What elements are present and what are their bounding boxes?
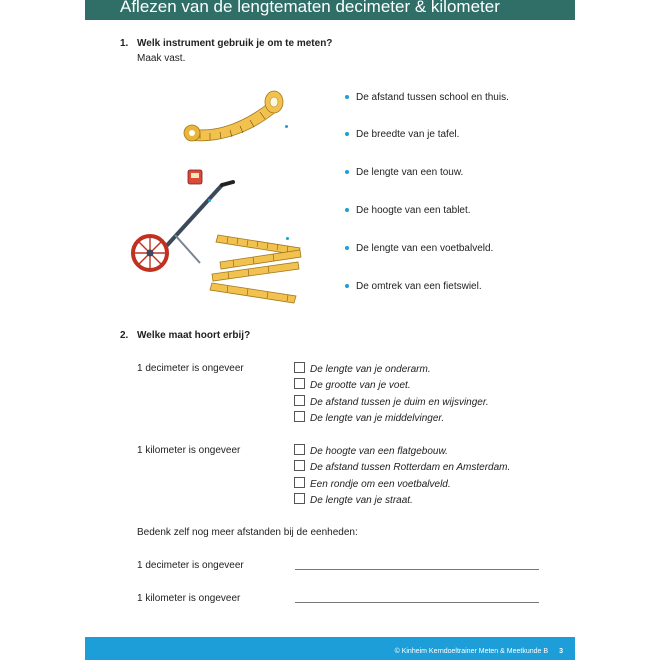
- checkbox-icon[interactable]: [294, 444, 305, 455]
- question-2-number: 2.: [120, 330, 129, 341]
- match-item[interactable]: De omtrek van een fietswiel.: [345, 281, 482, 292]
- question-2-text: Welke maat hoort erbij?: [137, 330, 251, 341]
- question-1-text: Welk instrument gebruik je om te meten?: [137, 38, 333, 49]
- option-checkbox[interactable]: De lengte van je straat.: [294, 493, 413, 506]
- answer-line[interactable]: [295, 569, 539, 570]
- connect-dot[interactable]: [208, 199, 211, 202]
- bullet-dot-icon[interactable]: [345, 208, 349, 212]
- match-item[interactable]: De hoogte van een tablet.: [345, 205, 471, 216]
- bullet-dot-icon[interactable]: [345, 170, 349, 174]
- match-item[interactable]: De lengte van een voetbalveld.: [345, 243, 493, 254]
- checkbox-icon[interactable]: [294, 477, 305, 488]
- question-1-instruction: Maak vast.: [137, 53, 186, 64]
- checkbox-icon[interactable]: [294, 378, 305, 389]
- option-checkbox[interactable]: De lengte van je onderarm.: [294, 362, 431, 375]
- page-title: Aflezen van de lengtematen decimeter & kilometer: [120, 0, 500, 16]
- kilometer-label: 1 kilometer is ongeveer: [137, 445, 241, 456]
- match-item[interactable]: De lengte van een touw.: [345, 167, 463, 178]
- question-1-number: 1.: [120, 38, 129, 49]
- decimeter-label: 1 decimeter is ongeveer: [137, 363, 244, 374]
- bullet-dot-icon[interactable]: [345, 284, 349, 288]
- extra-kilometer-label: 1 kilometer is ongeveer: [137, 593, 241, 604]
- match-item[interactable]: De afstand tussen school en thuis.: [345, 92, 509, 103]
- folding-ruler-icon: [208, 230, 308, 310]
- footer-copyright: © Kinheim Kerndoeltrainer Meten & Meetkunde B: [394, 648, 548, 655]
- option-checkbox[interactable]: De afstand tussen je duim en wijsvinger.: [294, 395, 489, 408]
- extra-prompt: Bedenk zelf nog meer afstanden bij de eenheden:: [137, 527, 358, 538]
- extra-decimeter-label: 1 decimeter is ongeveer: [137, 560, 244, 571]
- checkbox-icon[interactable]: [294, 493, 305, 504]
- checkbox-icon[interactable]: [294, 460, 305, 471]
- bullet-dot-icon[interactable]: [345, 95, 349, 99]
- page-number: 3: [559, 648, 563, 655]
- checkbox-icon[interactable]: [294, 362, 305, 373]
- checkbox-icon[interactable]: [294, 411, 305, 422]
- bullet-dot-icon[interactable]: [345, 246, 349, 250]
- measuring-tape-icon: [180, 90, 290, 145]
- page-header: [85, 0, 575, 20]
- option-checkbox[interactable]: De hoogte van een flatgebouw.: [294, 444, 448, 457]
- match-item[interactable]: De breedte van je tafel.: [345, 129, 459, 140]
- option-checkbox[interactable]: De grootte van je voet.: [294, 378, 411, 391]
- option-checkbox[interactable]: De afstand tussen Rotterdam en Amsterdam.: [294, 460, 510, 473]
- connect-dot[interactable]: [286, 237, 289, 240]
- connect-dot[interactable]: [285, 125, 288, 128]
- checkbox-icon[interactable]: [294, 395, 305, 406]
- bullet-dot-icon[interactable]: [345, 132, 349, 136]
- page-footer: [85, 637, 575, 660]
- option-checkbox[interactable]: De lengte van je middelvinger.: [294, 411, 444, 424]
- answer-line[interactable]: [295, 602, 539, 603]
- option-checkbox[interactable]: Een rondje om een voetbalveld.: [294, 477, 451, 490]
